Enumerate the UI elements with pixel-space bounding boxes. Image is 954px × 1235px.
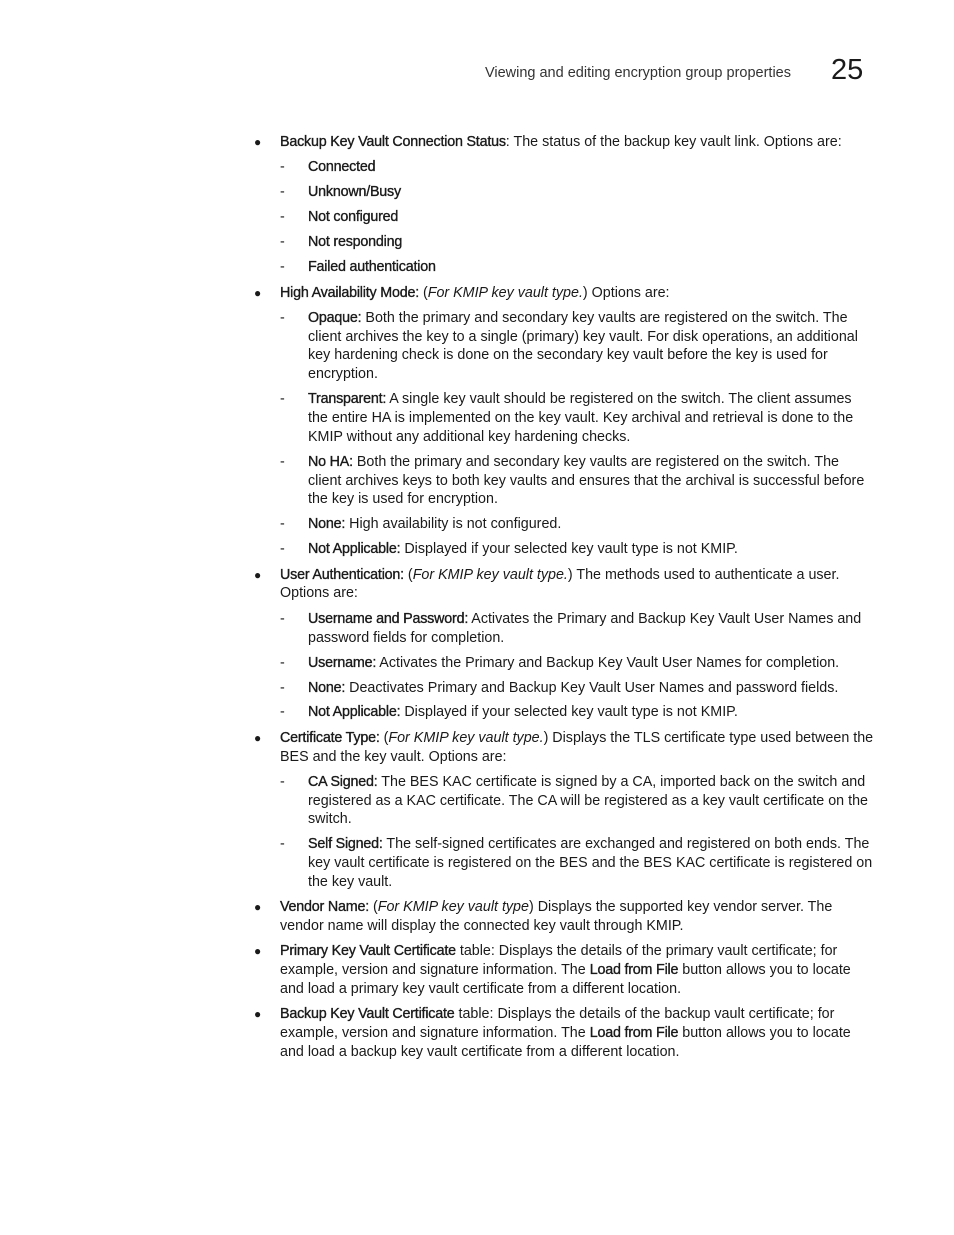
paren: (	[418, 284, 428, 301]
description: ) Displays the TLS certificate type used between the BES and the key vault. Options are:	[280, 729, 874, 765]
sub-item	[280, 183, 874, 202]
list-item-certificate-type	[254, 729, 874, 892]
term: Primary Key Vault Certificate	[280, 943, 456, 960]
list-item-user-authentication	[254, 566, 874, 723]
option-term: Unknown/Busy	[308, 184, 401, 201]
dash-icon: -	[280, 679, 285, 696]
option-text: Both the primary and secondary key vaults are registered on the switch. The client archives the key to a single (primary) key vault. For disk operations, an additional key hardening check is done on the secondary key vault before the key is used for encryption.	[308, 309, 858, 383]
option-text: Displayed if your selected key vault type is not KMIP.	[400, 541, 738, 558]
chapter-number: 25	[831, 54, 864, 86]
option-term: Username and Password:	[308, 610, 469, 627]
italic-note: For KMIP key vault type	[377, 899, 529, 916]
option-text: High availability is not configured.	[345, 516, 562, 533]
option-term: Opaque:	[308, 309, 362, 326]
dash-icon: -	[280, 184, 285, 201]
italic-note: For KMIP key vault type.	[427, 284, 583, 301]
option-text: Displayed if your selected key vault type is not KMIP.	[400, 704, 738, 721]
option-term: Not responding	[308, 234, 403, 251]
option-text: Deactivates Primary and Backup Key Vault User Names and password fields.	[345, 679, 839, 696]
sub-list	[280, 610, 874, 723]
bullet-icon: ●	[254, 135, 262, 149]
description: ) Displays the supported key vendor server. The vendor name will display the connected key vault through KMIP.	[280, 899, 833, 935]
dash-icon: -	[280, 704, 285, 721]
dash-icon: -	[280, 836, 285, 853]
option-term: Transparent:	[308, 391, 387, 408]
option-term: None:	[308, 679, 346, 696]
sub-item	[280, 258, 874, 277]
bullet-icon: ●	[254, 1007, 262, 1022]
dash-icon: -	[280, 259, 285, 276]
sub-list	[280, 309, 874, 559]
option-term: None:	[308, 516, 346, 533]
option-term: Not configured	[308, 209, 399, 226]
paren: (	[403, 566, 413, 583]
sub-list	[280, 158, 874, 277]
term: High Availability Mode:	[280, 284, 419, 301]
option-term: Failed authentication	[308, 259, 436, 276]
dash-icon: -	[280, 234, 285, 251]
load-from-file-term: Load from File	[589, 962, 679, 979]
sub-list	[280, 773, 874, 892]
option-term: CA Signed:	[308, 773, 378, 790]
list-item-high-availability-mode	[254, 284, 874, 560]
description-continued: button allows you to locate and load a primary key vault certificate from a different location.	[280, 962, 851, 998]
option-text: The self-signed certificates are exchanged and registered on both ends. The key vault certificate is registered on the BES and the BES KAC certificate is registered on the key vault.	[308, 836, 873, 891]
description: ) The methods used to authenticate a user. Options are:	[280, 566, 840, 602]
description: ) Options are:	[582, 284, 670, 301]
option-term: Self Signed:	[308, 836, 383, 853]
sub-item	[280, 679, 874, 698]
term: Backup Key Vault Connection Status	[280, 134, 506, 150]
description: table: Displays the details of the backup vault certificate; for example, version and signature information. The	[280, 1006, 835, 1042]
dash-icon: -	[280, 516, 285, 533]
dash-icon: -	[280, 541, 285, 558]
dash-icon: -	[280, 159, 285, 176]
sub-item	[280, 208, 874, 227]
option-text: Activates the Primary and Backup Key Vault User Names and password fields for completion.	[308, 610, 862, 646]
option-term: Connected	[308, 159, 376, 176]
option-text: The BES KAC certificate is signed by a CA, imported back on the switch and registered as a KAC certificate. The CA will be registered as a key vault certificate on the switch.	[308, 773, 868, 828]
option-term: No HA:	[308, 453, 353, 470]
term: Backup Key Vault Certificate	[280, 1006, 455, 1023]
sub-item	[280, 610, 874, 648]
dash-icon: -	[280, 391, 285, 408]
dash-icon: -	[280, 309, 285, 326]
term: User Authentication:	[280, 566, 404, 583]
option-text: Both the primary and secondary key vaults are registered on the switch. The client archives keys to both key vaults and ensures that the archival is successful before the key is used for encryption.	[308, 453, 865, 508]
page-header	[0, 54, 954, 94]
term: Vendor Name:	[280, 899, 369, 916]
sub-item	[280, 703, 874, 722]
dash-icon: -	[280, 773, 285, 790]
dash-icon: -	[280, 654, 285, 671]
option-term: Not Applicable:	[308, 704, 401, 721]
sub-item	[280, 453, 874, 509]
bullet-icon: ●	[254, 900, 262, 915]
paren: (	[369, 899, 378, 916]
paren: (	[379, 729, 389, 746]
sub-item	[280, 835, 874, 891]
sub-item	[280, 233, 874, 252]
dash-icon: -	[280, 453, 285, 470]
description: table: Displays the details of the primary vault certificate; for example, version and signature information. The	[280, 943, 838, 979]
sub-item	[280, 654, 874, 673]
bullet-list	[254, 133, 874, 1068]
term: Certificate Type:	[280, 729, 380, 746]
list-item-primary-key-vault-certificate	[254, 942, 874, 998]
option-text: Activates the Primary and Backup Key Vault User Names for completion.	[376, 654, 840, 671]
sub-item	[280, 540, 874, 559]
bullet-icon: ●	[254, 285, 262, 300]
italic-note: For KMIP key vault type.	[412, 566, 568, 583]
running-header-title: Viewing and editing encryption group properties	[484, 65, 791, 81]
sub-item	[280, 158, 874, 177]
dash-icon: -	[280, 610, 285, 627]
option-text: A single key vault should be registered on the switch. The client assumes the entire HA is implemented on the key vault. Key archival and retrieval is done to the KMIP without any additional key hardening checks.	[308, 391, 854, 445]
list-item-backup-key-vault-certificate	[254, 1005, 874, 1061]
description: : The status of the backup key vault link. Options are:	[505, 134, 842, 150]
option-term: Not Applicable:	[308, 541, 401, 558]
bullet-icon: ●	[254, 944, 262, 959]
bullet-icon: ●	[254, 730, 262, 745]
list-item-vendor-name	[254, 898, 874, 936]
sub-item	[280, 773, 874, 829]
bullet-icon: ●	[254, 567, 262, 582]
sub-item	[280, 515, 874, 534]
italic-note: For KMIP key vault type.	[388, 729, 544, 746]
sub-item	[280, 309, 874, 384]
option-term: Username:	[308, 654, 377, 671]
sub-item	[280, 390, 874, 446]
description-continued: button allows you to locate and load a backup key vault certificate from a different location.	[280, 1025, 851, 1060]
list-item-backup-key-vault-connection-status	[254, 133, 874, 277]
dash-icon: -	[280, 209, 285, 226]
load-from-file-term: Load from File	[589, 1025, 679, 1042]
